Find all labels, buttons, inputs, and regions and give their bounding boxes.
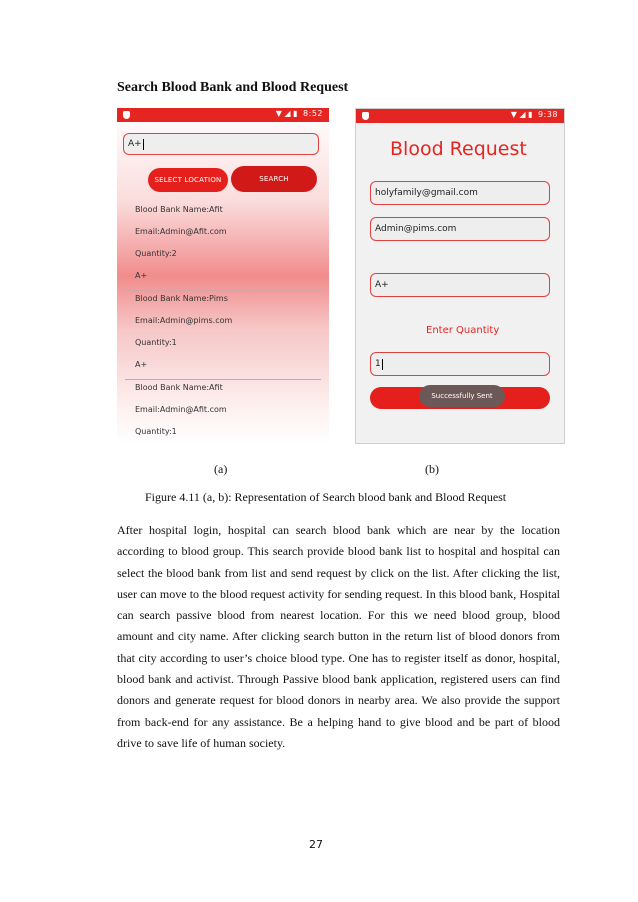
enter-quantity-label: Enter Quantity xyxy=(426,325,500,336)
clock: 9:38 xyxy=(538,110,558,119)
blood-group-search-input[interactable] xyxy=(123,133,319,155)
success-toast: Successfully Sent xyxy=(419,385,505,407)
status-bar xyxy=(356,109,564,123)
quantity-input-value: 1 xyxy=(375,359,381,369)
body-paragraph: After hospital login, hospital can search blood bank which are near by the location according to blood group. This search provide blood bank list to hospital and hospital can select the blood bank from list and send request by click on the list. After clicking the list, user can move to the blood request activity for sending request. In this blood bank, Hospital can search passive blood from nearest location. For this we need blood group, blood amount and city name. After clicking search button in the return list of blood donors from that city according to user’s choice blood type. One has to register itself as donor, hospital, blood bank and activist. Through Passive blood bank application, registered users can find donors and generate request for blood donors in nearby area. We also provide the support from back-end for any assistance. Be a helping hand to give blood and be part of blood drive to save life of human society. xyxy=(117,523,560,750)
result-3-name[interactable]: Blood Bank Name:Afit xyxy=(135,383,223,392)
shield-icon xyxy=(362,112,369,120)
result-3-quantity: Quantity:1 xyxy=(135,427,177,436)
signal-icon: ◢ xyxy=(519,110,527,119)
wifi-icon: ▼ xyxy=(275,109,283,118)
select-location-button[interactable]: SELECT LOCATION xyxy=(148,168,228,192)
search-screenshot xyxy=(117,108,329,444)
screen-title: Blood Request xyxy=(390,138,527,160)
subfigure-label-a: (a) xyxy=(214,462,228,476)
receiver-email-field[interactable]: Admin@pims.com xyxy=(370,217,550,241)
result-2-group: A+ xyxy=(135,360,148,369)
blood-group-field[interactable]: A+ xyxy=(370,273,550,297)
result-1-quantity: Quantity:2 xyxy=(135,249,177,258)
result-2-quantity: Quantity:1 xyxy=(135,338,177,347)
status-bar xyxy=(117,108,329,122)
clock: 8:52 xyxy=(303,109,323,118)
blood-request-screenshot xyxy=(355,108,565,444)
wifi-icon: ▼ xyxy=(510,110,518,119)
result-1-email: Email:Admin@Afit.com xyxy=(135,227,227,236)
search-input-value: A+ xyxy=(128,139,142,149)
subfigure-label-b: (b) xyxy=(425,462,439,476)
shield-icon xyxy=(123,111,130,119)
result-2-email: Email:Admin@pims.com xyxy=(135,316,233,325)
list-divider xyxy=(125,290,321,291)
battery-icon: ▮ xyxy=(293,109,298,118)
battery-icon: ▮ xyxy=(528,110,533,119)
search-button[interactable]: SEARCH xyxy=(231,166,317,192)
result-2-name[interactable]: Blood Bank Name:Pims xyxy=(135,294,228,303)
section-heading: Search Blood Bank and Blood Request xyxy=(117,80,349,95)
figure-caption: Figure 4.11 (a, b): Representation of Search blood bank and Blood Request xyxy=(145,490,507,504)
sender-email-field[interactable]: holyfamily@gmail.com xyxy=(370,181,550,205)
signal-icon: ◢ xyxy=(284,109,292,118)
result-1-group: A+ xyxy=(135,271,148,280)
list-divider xyxy=(125,379,321,380)
quantity-input[interactable] xyxy=(370,352,550,376)
page-number: 27 xyxy=(309,838,323,851)
result-1-name[interactable]: Blood Bank Name:Afit xyxy=(135,205,223,214)
result-3-email: Email:Admin@Afit.com xyxy=(135,405,227,414)
